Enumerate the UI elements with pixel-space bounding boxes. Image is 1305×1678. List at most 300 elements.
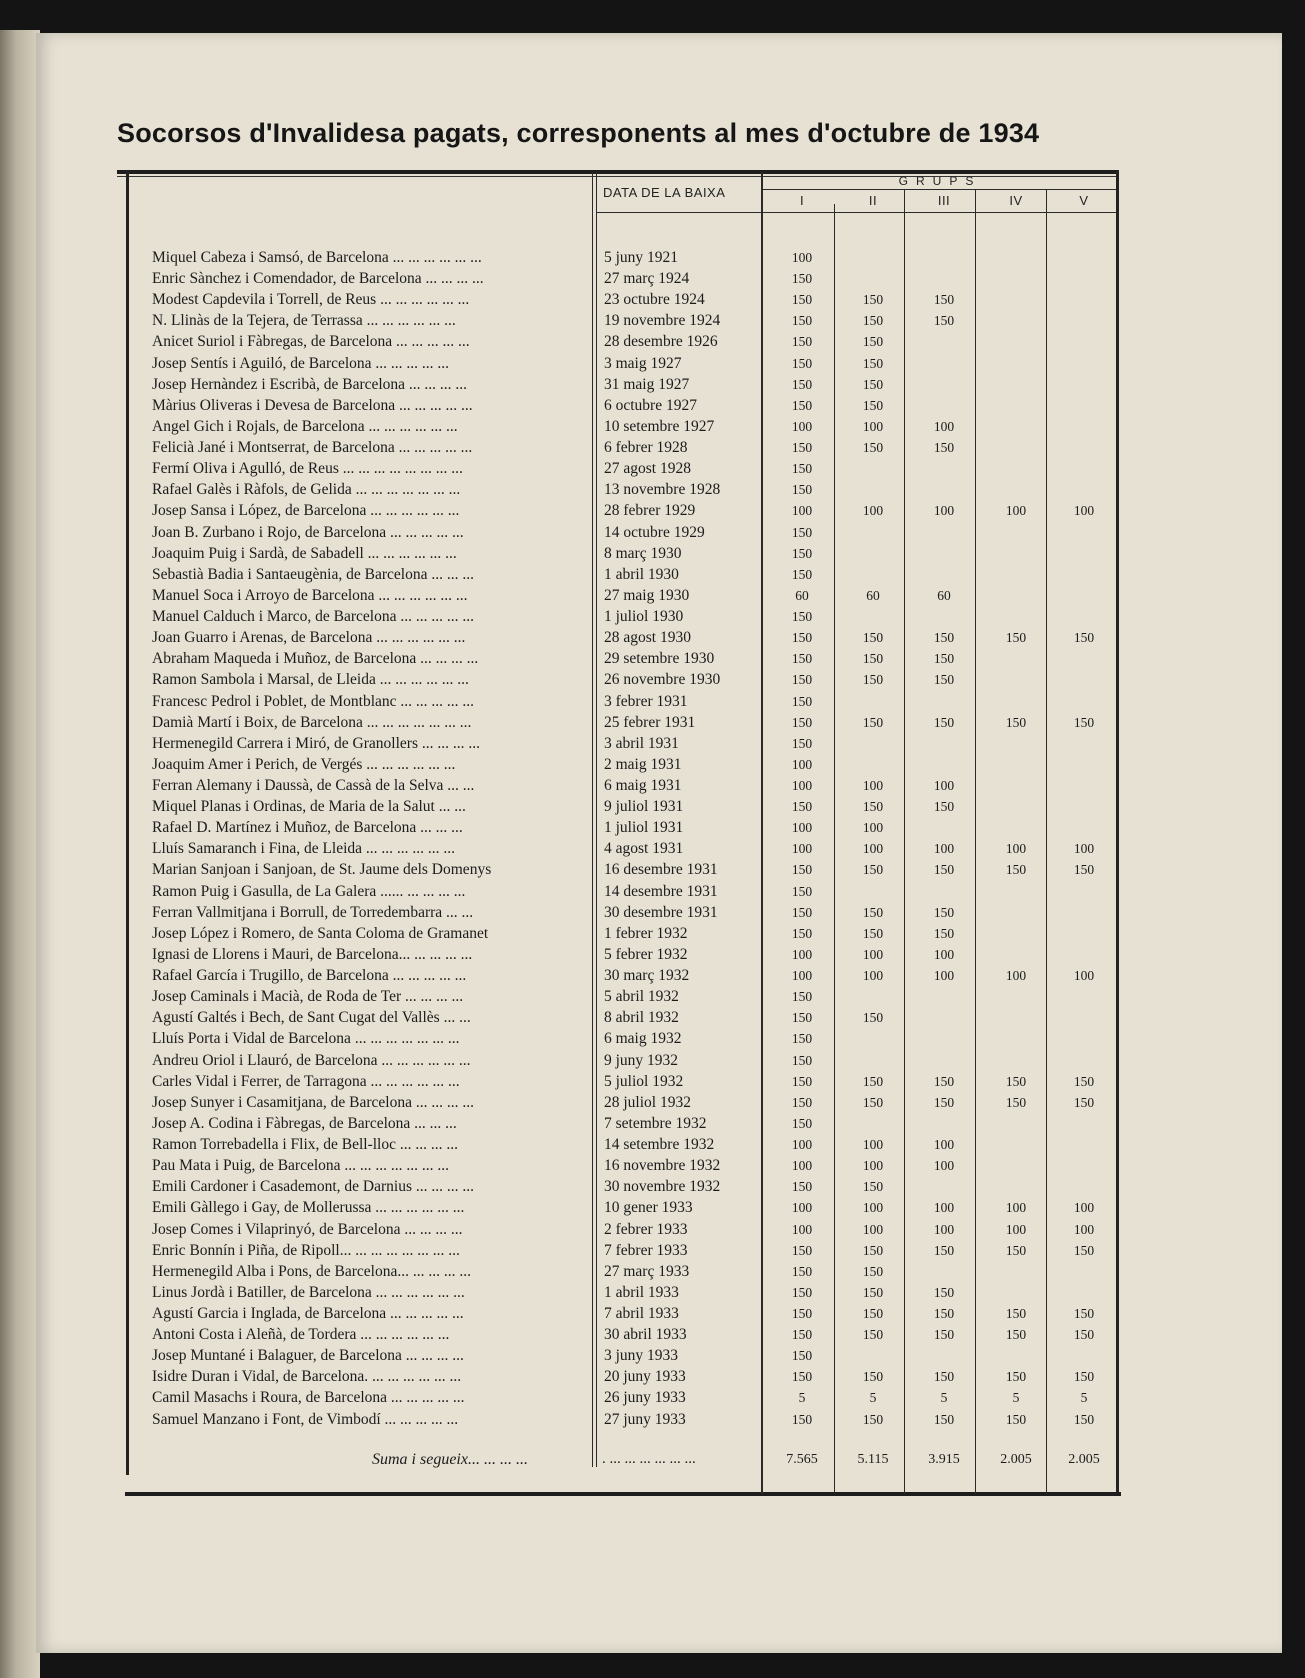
- table-row: [0, 1409, 1305, 1430]
- leave-date: 1 juliol 1930: [604, 608, 684, 626]
- leave-date: 3 abril 1931: [604, 734, 679, 752]
- group-amount: 150: [791, 799, 813, 815]
- group-amount: 150: [791, 1411, 813, 1427]
- leave-date: 6 maig 1932: [604, 1030, 682, 1048]
- group-amount: 150: [862, 1369, 884, 1385]
- table-row: [0, 1303, 1305, 1324]
- beneficiary-name: Josep Sentís i Aguiló, de Barcelona ... ... ... ... ...: [152, 354, 450, 372]
- group-amount: 150: [791, 376, 813, 392]
- table-row: [0, 733, 1305, 754]
- group-amount: 150: [791, 1094, 813, 1110]
- group-amount: 150: [791, 651, 813, 667]
- group-amount: 150: [791, 1284, 813, 1300]
- group-amount: 100: [933, 841, 955, 857]
- group-amount: 150: [791, 1348, 813, 1364]
- leave-date: 5 juny 1921: [604, 249, 679, 266]
- table-row: [0, 1282, 1305, 1303]
- group-amount: 100: [791, 820, 813, 836]
- beneficiary-name: Isidre Duran i Vidal, de Barcelona. ... ... ... ... ... ...: [152, 1368, 462, 1386]
- beneficiary-name: Emili Cardoner i Casademont, de Darnius ... ... ... ...: [152, 1178, 474, 1196]
- group-amount: 150: [1073, 862, 1095, 878]
- leave-date: 14 desembre 1931: [604, 882, 718, 900]
- group-amount: 150: [933, 440, 955, 456]
- table-row: [0, 564, 1305, 585]
- group-amount: 150: [862, 799, 884, 815]
- group-amount: 150: [791, 271, 813, 287]
- leave-date: 26 novembre 1930: [604, 671, 721, 689]
- total-group-iv: 2.005: [1000, 1452, 1032, 1467]
- group-amount: 150: [862, 1411, 884, 1427]
- leave-date: 27 març 1933: [604, 1262, 690, 1280]
- group-amount: 150: [862, 925, 884, 941]
- leave-date: 8 abril 1932: [604, 1009, 679, 1027]
- group-amount: 150: [862, 862, 884, 878]
- table-row: [0, 1007, 1305, 1028]
- leave-date: 10 setembre 1927: [604, 417, 715, 435]
- beneficiary-name: Josep Comes i Vilaprinyó, de Barcelona ... ... ... ...: [152, 1220, 463, 1238]
- table-row: [0, 775, 1305, 796]
- date-column-header: DATA DE LA BAIXA: [603, 185, 726, 200]
- group-amount: 150: [1073, 1242, 1095, 1258]
- table-row: [0, 817, 1305, 838]
- group-amount: 150: [933, 1284, 955, 1300]
- group-amount: 150: [862, 1263, 884, 1279]
- leave-date: 28 juliol 1932: [604, 1093, 691, 1111]
- beneficiary-name: Lluís Samaranch i Fina, de Lleida ... ... ... ... ... ...: [152, 840, 456, 858]
- group-amount: 150: [1005, 1242, 1027, 1258]
- beneficiary-name: Angel Gich i Rojals, de Barcelona ... ... ... ... ... ...: [152, 417, 458, 435]
- leave-date: 30 març 1932: [604, 967, 690, 985]
- group-amount: 150: [862, 376, 884, 392]
- group-amount: 150: [791, 1073, 813, 1089]
- beneficiary-name: N. Llinàs de la Tejera, de Terrassa ... ... ... ... ... ...: [152, 312, 456, 330]
- leave-date: 16 novembre 1932: [604, 1157, 721, 1175]
- total-group-ii: 5.115: [857, 1452, 889, 1467]
- group-amount: 150: [1073, 714, 1095, 730]
- group-amount: 150: [791, 482, 813, 498]
- group-header-v: V: [1079, 193, 1089, 208]
- group-amount: 150: [862, 1242, 884, 1258]
- leave-date: 14 setembre 1932: [604, 1136, 715, 1154]
- table-row: [0, 1155, 1305, 1176]
- group-amount: 100: [933, 778, 955, 793]
- leave-date: 3 febrer 1931: [604, 692, 688, 710]
- group-amount: 100: [791, 778, 813, 793]
- leave-date: 10 gener 1933: [604, 1199, 693, 1217]
- group-amount: 100: [862, 1221, 884, 1237]
- leave-date: 1 juliol 1931: [604, 819, 684, 837]
- page-title: Socorsos d'Invalidesa pagats, corresponents al mes d'octubre de 1934: [117, 118, 1040, 148]
- leave-date: 9 juliol 1931: [604, 798, 684, 816]
- group-amount: 150: [791, 1242, 813, 1258]
- beneficiary-name: Rafael D. Martínez i Muñoz, de Barcelona ... ... ...: [152, 819, 463, 837]
- group-amount: 150: [791, 735, 813, 751]
- group-amount: 100: [862, 503, 884, 519]
- beneficiary-name: Carles Vidal i Ferrer, de Tarragona ... ... ... ... ... ...: [152, 1072, 460, 1090]
- leave-date: 3 juny 1933: [604, 1347, 679, 1365]
- group-amount: 150: [933, 925, 955, 941]
- beneficiary-name: Pau Mata i Puig, de Barcelona ... ... ... ... ... ... ...: [152, 1157, 450, 1175]
- table-row: [0, 796, 1305, 817]
- beneficiary-name: Josep López i Romero, de Santa Coloma de Gramanet: [152, 924, 489, 942]
- beneficiary-name: Josep Sansa i López, de Barcelona ... ... ... ... ... ...: [152, 502, 460, 520]
- summary-dots: . ... ... ... ... ... ...: [602, 1451, 696, 1467]
- group-amount: 150: [933, 1306, 955, 1321]
- group-amount: 150: [791, 334, 813, 350]
- beneficiary-name: Enric Sànchez i Comendador, de Barcelona ... ... ... ...: [152, 270, 484, 288]
- leave-date: 6 febrer 1928: [604, 439, 688, 457]
- group-amount: 100: [933, 503, 955, 519]
- group-amount: 150: [1005, 1369, 1027, 1385]
- group-amount: 150: [862, 672, 884, 688]
- beneficiary-name: Ferran Alemany i Daussà, de Cassà de la Selva ... ...: [152, 777, 475, 794]
- group-amount: 150: [862, 1010, 884, 1026]
- group-header-i: I: [799, 193, 805, 208]
- group-amount: 150: [933, 862, 955, 878]
- total-group-iii: 3.915: [928, 1452, 960, 1467]
- group-amount: 5: [1080, 1390, 1088, 1406]
- leave-date: 27 maig 1930: [604, 586, 690, 604]
- beneficiary-name: Miquel Planas i Ordinas, de Maria de la Salut ... ...: [152, 798, 466, 816]
- leave-date: 19 novembre 1924: [604, 312, 721, 330]
- group-amount: 150: [862, 313, 884, 329]
- group-amount: 150: [791, 1369, 813, 1385]
- group-amount: 150: [791, 1052, 813, 1068]
- leave-date: 3 maig 1927: [604, 354, 682, 372]
- group-amount: 150: [791, 609, 813, 625]
- table-row: [0, 902, 1305, 923]
- table-row: [0, 1366, 1305, 1387]
- group-amount: 100: [862, 1137, 884, 1153]
- beneficiary-name: Andreu Oriol i Llauró, de Barcelona ... ... ... ... ... ...: [152, 1051, 471, 1069]
- table-row: [0, 1240, 1305, 1261]
- table-row: [0, 1345, 1305, 1366]
- group-amount: 150: [791, 693, 813, 709]
- group-amount: 150: [791, 1306, 813, 1321]
- beneficiary-name: Josep A. Codina i Fàbregas, de Barcelona ... ... ...: [152, 1114, 457, 1132]
- group-amount: 150: [1005, 714, 1027, 730]
- beneficiary-name: Manuel Soca i Arroyo de Barcelona ... ... ... ... ... ...: [152, 586, 468, 604]
- beneficiary-name: Fermí Oliva i Agulló, de Reus ... ... ... ... ... ... ... ...: [152, 460, 463, 478]
- leave-date: 8 març 1930: [604, 544, 682, 562]
- leave-date: 5 juliol 1932: [604, 1072, 684, 1090]
- group-amount: 150: [1073, 1094, 1095, 1110]
- group-amount: 100: [791, 250, 813, 265]
- leave-date: 5 abril 1932: [604, 988, 679, 1006]
- group-amount: 150: [1073, 630, 1095, 646]
- group-amount: 100: [933, 968, 955, 984]
- group-amount: 100: [862, 820, 884, 836]
- table-row: [0, 1050, 1305, 1071]
- table-row: [0, 268, 1305, 289]
- group-amount: 100: [791, 503, 813, 519]
- group-amount: 100: [1073, 841, 1095, 857]
- grups-header: GRUPS: [898, 174, 982, 188]
- beneficiary-name: Abraham Maqueda i Muñoz, de Barcelona ... ... ... ...: [152, 650, 479, 668]
- table-row: [0, 437, 1305, 458]
- group-amount: 150: [1005, 630, 1027, 646]
- leave-date: 1 abril 1933: [604, 1283, 679, 1301]
- beneficiary-name: Joaquim Puig i Sardà, de Sabadell ... ... ... ... ... ...: [152, 544, 457, 562]
- beneficiary-name: Joaquim Amer i Perich, de Vergés ... ... ... ... ... ...: [152, 755, 456, 773]
- table-row: [0, 859, 1305, 880]
- group-amount: 100: [933, 1158, 955, 1174]
- beneficiary-name: Ramon Torrebadella i Flix, de Bell-lloc ... ... ... ...: [152, 1136, 458, 1154]
- group-header-ii: II: [868, 193, 878, 208]
- group-amount: 150: [933, 672, 955, 688]
- group-amount: 100: [933, 1221, 955, 1237]
- group-amount: 150: [933, 313, 955, 329]
- group-amount: 150: [933, 904, 955, 920]
- table-row: [0, 986, 1305, 1007]
- table-row: [0, 627, 1305, 648]
- group-amount: 150: [1005, 862, 1027, 878]
- table-row: [0, 395, 1305, 416]
- group-amount: 150: [862, 1306, 884, 1321]
- group-amount: 150: [791, 566, 813, 582]
- group-amount: 150: [791, 630, 813, 646]
- group-amount: 150: [791, 883, 813, 899]
- table-row: [0, 1092, 1305, 1113]
- group-amount: 150: [862, 1284, 884, 1300]
- group-amount: 60: [937, 587, 951, 603]
- group-amount: 150: [933, 1094, 955, 1110]
- beneficiary-name: Josep Caminals i Macià, de Roda de Ter ... ... ... ...: [152, 988, 464, 1006]
- leave-date: 28 desembre 1926: [604, 333, 718, 351]
- group-amount: 100: [933, 1137, 955, 1153]
- group-amount: 100: [862, 778, 884, 793]
- beneficiary-name: Ramon Puig i Gasulla, de La Galera ...... ... ... ... ...: [152, 882, 466, 900]
- table-row: [0, 669, 1305, 690]
- group-amount: 150: [791, 1115, 813, 1131]
- group-amount: 150: [862, 651, 884, 667]
- group-amount: 150: [1073, 1411, 1095, 1427]
- leave-date: 16 desembre 1931: [604, 861, 718, 879]
- group-amount: 150: [862, 355, 884, 371]
- group-amount: 150: [1073, 1073, 1095, 1089]
- group-amount: 150: [791, 355, 813, 371]
- beneficiary-name: Rafael Galès i Ràfols, de Gelida ... ... ... ... ... ... ...: [152, 481, 461, 499]
- table-row: [0, 923, 1305, 944]
- beneficiary-name: Josep Muntané i Balaguer, de Barcelona ... ... ... ...: [152, 1347, 464, 1365]
- beneficiary-name: Modest Capdevila i Torrell, de Reus ... ... ... ... ... ...: [152, 291, 470, 309]
- group-amount: 150: [791, 440, 813, 456]
- leave-date: 20 juny 1933: [604, 1368, 686, 1386]
- beneficiary-name: Màrius Oliveras i Devesa de Barcelona ... ... ... ... ...: [152, 396, 473, 414]
- group-amount: 100: [862, 1158, 884, 1174]
- table-row: [0, 1261, 1305, 1282]
- group-amount: 150: [1005, 1306, 1027, 1321]
- group-amount: 100: [1073, 503, 1095, 519]
- group-amount: 100: [933, 418, 955, 434]
- leave-date: 28 febrer 1929: [604, 502, 696, 520]
- beneficiary-name: Josep Sunyer i Casamitjana, de Barcelona ... ... ... ...: [152, 1093, 474, 1111]
- table-row: [0, 965, 1305, 986]
- group-amount: 100: [791, 756, 813, 772]
- group-amount: 100: [862, 841, 884, 857]
- group-amount: 150: [791, 1179, 813, 1195]
- table-row: [0, 331, 1305, 352]
- group-amount: 150: [862, 440, 884, 456]
- group-amount: 150: [791, 904, 813, 920]
- leave-date: 1 abril 1930: [604, 565, 679, 583]
- total-group-i: 7.565: [786, 1452, 818, 1467]
- table-row: [0, 691, 1305, 712]
- group-amount: 150: [791, 461, 813, 477]
- grups-header-rule: [762, 189, 1116, 190]
- group-amount: 150: [1073, 1327, 1095, 1343]
- leave-date: 6 octubre 1927: [604, 396, 697, 414]
- table-row: [0, 712, 1305, 733]
- beneficiary-name: Anicet Suriol i Fàbregas, de Barcelona ... ... ... ... ...: [152, 333, 470, 351]
- group-amount: 100: [862, 946, 884, 962]
- total-group-v: 2.005: [1068, 1452, 1100, 1467]
- group-amount: 150: [791, 1031, 813, 1047]
- group-amount: 150: [791, 1263, 813, 1279]
- leave-date: 30 desembre 1931: [604, 903, 718, 921]
- group-amount: 100: [862, 968, 884, 984]
- group-amount: 150: [791, 989, 813, 1005]
- beneficiary-name: Linus Jordà i Batiller, de Barcelona ... ... ... ... ... ...: [152, 1283, 465, 1301]
- group-amount: 100: [791, 841, 813, 857]
- group-amount: 150: [1073, 1369, 1095, 1385]
- beneficiary-name: Miquel Cabeza i Samsó, de Barcelona ... ... ... ... ... ...: [152, 249, 482, 266]
- leave-date: 6 maig 1931: [604, 777, 682, 794]
- group-amount: 150: [933, 714, 955, 730]
- group-amount: 150: [791, 862, 813, 878]
- group-amount: 150: [791, 545, 813, 561]
- leave-date: 25 febrer 1931: [604, 713, 696, 731]
- group-amount: 150: [862, 1094, 884, 1110]
- table-row: [0, 247, 1305, 268]
- group-amount: 150: [933, 1073, 955, 1089]
- group-amount: 150: [933, 651, 955, 667]
- group-amount: 100: [791, 1158, 813, 1174]
- group-amount: 150: [862, 630, 884, 646]
- beneficiary-name: Francesc Pedrol i Poblet, de Montblanc ... ... ... ... ...: [152, 692, 475, 710]
- table-row: [0, 648, 1305, 669]
- table-row: [0, 881, 1305, 902]
- table-row: [0, 1324, 1305, 1345]
- group-amount: 100: [862, 418, 884, 434]
- leave-date: 7 abril 1933: [604, 1305, 679, 1322]
- table-bottom-rule: [125, 1492, 1121, 1496]
- table-row: [0, 416, 1305, 437]
- group-amount: 150: [791, 714, 813, 730]
- group-amount: 100: [1073, 1200, 1095, 1216]
- table-row: [0, 944, 1305, 965]
- table-row: [0, 838, 1305, 859]
- beneficiary-name: Samuel Manzano i Font, de Vimbodí ... ... ... ... ...: [152, 1410, 459, 1428]
- group-amount: 150: [933, 1327, 955, 1343]
- group-amount: 100: [791, 1200, 813, 1216]
- group-amount: 100: [1005, 1200, 1027, 1216]
- leave-date: 29 setembre 1930: [604, 650, 715, 668]
- beneficiary-name: Marian Sanjoan i Sanjoan, de St. Jaume dels Domenys: [152, 861, 492, 879]
- group-amount: 5: [940, 1390, 948, 1406]
- group-amount: 150: [791, 925, 813, 941]
- group-amount: 150: [862, 1179, 884, 1195]
- date-header-underline: [597, 212, 761, 213]
- table-row: [0, 522, 1305, 543]
- group-amount: 150: [1005, 1073, 1027, 1089]
- group-amount: 150: [862, 397, 884, 413]
- group-amount: 100: [791, 946, 813, 962]
- leave-date: 5 febrer 1932: [604, 945, 688, 963]
- group-amount: 100: [791, 418, 813, 434]
- beneficiary-name: Antoni Costa i Aleñà, de Tordera ... ... ... ... ... ...: [152, 1326, 450, 1344]
- group-amount: 150: [862, 334, 884, 350]
- group-amount: 100: [1005, 841, 1027, 857]
- beneficiary-name: Hermenegild Carrera i Miró, de Granollers ... ... ... ...: [152, 734, 480, 752]
- leave-date: 1 febrer 1932: [604, 924, 688, 942]
- leave-date: 9 juny 1932: [604, 1051, 679, 1069]
- group-amount: 100: [791, 1137, 813, 1153]
- beneficiary-name: Hermenegild Alba i Pons, de Barcelona... ... ... ... ...: [152, 1262, 471, 1280]
- group-header-iii: III: [937, 193, 951, 208]
- group-amount: 150: [1005, 1411, 1027, 1427]
- group-amount: 100: [791, 968, 813, 984]
- leave-date: 2 maig 1931: [604, 755, 682, 773]
- beneficiary-name: Camil Masachs i Roura, de Barcelona ... ... ... ... ...: [152, 1389, 465, 1407]
- beneficiary-name: Manuel Calduch i Marco, de Barcelona ... ... ... ... ...: [152, 608, 474, 626]
- leave-date: 27 març 1924: [604, 270, 690, 288]
- group-amount: 150: [862, 714, 884, 730]
- beneficiary-name: Sebastià Badia i Santaeugènia, de Barcelona ... ... ...: [152, 565, 474, 583]
- beneficiary-name: Agustí Galtés i Bech, de Sant Cugat del Vallès ... ...: [152, 1009, 471, 1027]
- group-amount: 150: [791, 313, 813, 329]
- group-amount: 150: [791, 1010, 813, 1026]
- group-amount: 100: [1005, 968, 1027, 984]
- group-amount: 150: [791, 397, 813, 413]
- beneficiary-name: Joan B. Zurbano i Rojo, de Barcelona ... ... ... ... ...: [152, 523, 464, 541]
- beneficiary-name: Enric Bonnín i Piña, de Ripoll... ... ... ... ... ... ... ...: [152, 1241, 460, 1259]
- group-amount: 150: [933, 1411, 955, 1427]
- beneficiary-name: Josep Hernàndez i Escribà, de Barcelona ... ... ... ...: [152, 375, 468, 393]
- leave-date: 2 febrer 1933: [604, 1220, 688, 1238]
- table-row: [0, 500, 1305, 521]
- table-row: [0, 585, 1305, 606]
- group-amount: 150: [862, 1073, 884, 1089]
- group-amount: 100: [1005, 1221, 1027, 1237]
- beneficiary-name: Rafael García i Trugillo, de Barcelona ... ... ... ... ...: [152, 967, 467, 985]
- group-amount: 150: [1073, 1306, 1095, 1321]
- group-amount: 150: [1005, 1327, 1027, 1343]
- table-row: [0, 543, 1305, 564]
- table-row: [0, 1134, 1305, 1155]
- table-row: [0, 310, 1305, 331]
- leave-date: 31 maig 1927: [604, 375, 690, 393]
- group-amount: 5: [869, 1390, 877, 1406]
- beneficiary-name: Felicià Jané i Montserrat, de Barcelona ... ... ... ... ...: [152, 439, 473, 457]
- group-amount: 150: [933, 799, 955, 815]
- table-row: [0, 1176, 1305, 1197]
- beneficiary-name: Agustí Garcia i Inglada, de Barcelona ... ... ... ... ...: [152, 1305, 464, 1322]
- beneficiary-name: Damià Martí i Boix, de Barcelona ... ... ... ... ... ... ...: [152, 713, 472, 731]
- table-row: [0, 1071, 1305, 1092]
- groups-header-underline: [762, 212, 1116, 213]
- table-row: [0, 754, 1305, 775]
- group-amount: 150: [862, 904, 884, 920]
- group-amount: 100: [933, 1200, 955, 1216]
- leave-date: 30 novembre 1932: [604, 1178, 721, 1196]
- group-amount: 100: [791, 1221, 813, 1237]
- beneficiary-name: Joan Guarro i Arenas, de Barcelona ... ... ... ... ... ...: [152, 629, 466, 647]
- group-amount: 100: [933, 946, 955, 962]
- group-amount: 60: [795, 587, 809, 603]
- group-amount: 150: [933, 1369, 955, 1385]
- group-amount: 5: [1012, 1390, 1020, 1406]
